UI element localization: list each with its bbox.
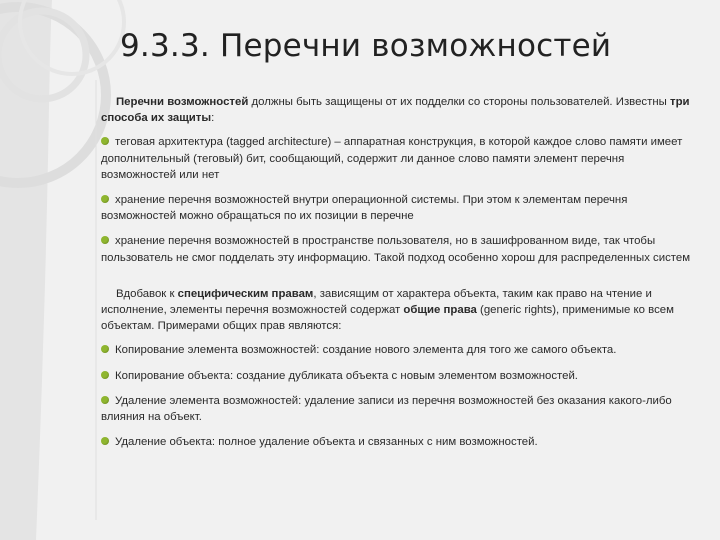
rights-text: (generic rights), применимые ко всем объектам. Примерами общих прав являются: (101, 304, 674, 333)
general-right-text: Удаление элемента возможностей: удаление записи из перечня возможностей без оказания какого-либо влияния на объект. (101, 394, 672, 424)
bullet-dot-icon (101, 345, 109, 353)
general-right-item (101, 368, 693, 384)
general-right-text: Копирование объекта: создание дубликата объекта с новым элементом возможностей. (115, 369, 578, 382)
intro-text: должны быть защищены от их подделки со стороны пользователей. Известны (248, 96, 670, 108)
bullet-dot-icon (101, 137, 109, 145)
slide-content (101, 94, 693, 459)
rights-bold-generic: общие права (403, 304, 477, 317)
method-item (101, 192, 693, 224)
general-right-text: Копирование элемента возможностей: создание нового элемента для того же самого объекта. (115, 344, 617, 357)
intro-bold-methods: три способа их защиты (101, 96, 690, 125)
rights-bold-specific: специфическим правам (177, 287, 314, 300)
general-right-item (101, 393, 693, 425)
bullet-dot-icon (101, 195, 109, 203)
method-text: хранение перечня возможностей в пространстве пользователя, но в зашифрованном виде, так чтобы пользователь не смог подделать эту информацию. Такой подход особенно хорош для распределенных систем (101, 235, 691, 264)
intro-bold-term: Перечни возможностей (116, 96, 249, 108)
method-item (101, 134, 693, 183)
bullet-dot-icon (101, 236, 109, 244)
general-right-text: Удаление объекта: полное удаление объекта и связанных с ним возможностей. (115, 436, 538, 449)
rights-text: Вдобавок к (116, 287, 178, 300)
rights-paragraph (101, 286, 693, 335)
slide-title: 9.3.3. Перечни возможностей (120, 28, 612, 64)
rights-text: , зависящим от характера объекта, таким как право на чтение и исполнение, элементы перечня возможностей содержат (101, 287, 652, 317)
bullet-dot-icon (101, 437, 109, 445)
method-item (101, 233, 693, 265)
bullet-dot-icon (101, 396, 109, 404)
intro-paragraph (101, 94, 693, 126)
general-right-item (101, 342, 693, 358)
method-text: хранение перечня возможностей внутри операционной системы. При этом к элементам перечня возможностей можно обращаться по их позиции в перечне (101, 194, 628, 223)
intro-colon: : (211, 112, 215, 125)
bullet-dot-icon (101, 371, 109, 379)
method-text: теговая архитектура (tagged architecture) – аппаратная конструкция, в которой каждое слово памяти имеет дополнительный (теговый) бит, сообщающий, содержит ли данное слово памяти элемент перечня возможностей или нет (101, 136, 683, 181)
general-right-item (101, 434, 693, 450)
